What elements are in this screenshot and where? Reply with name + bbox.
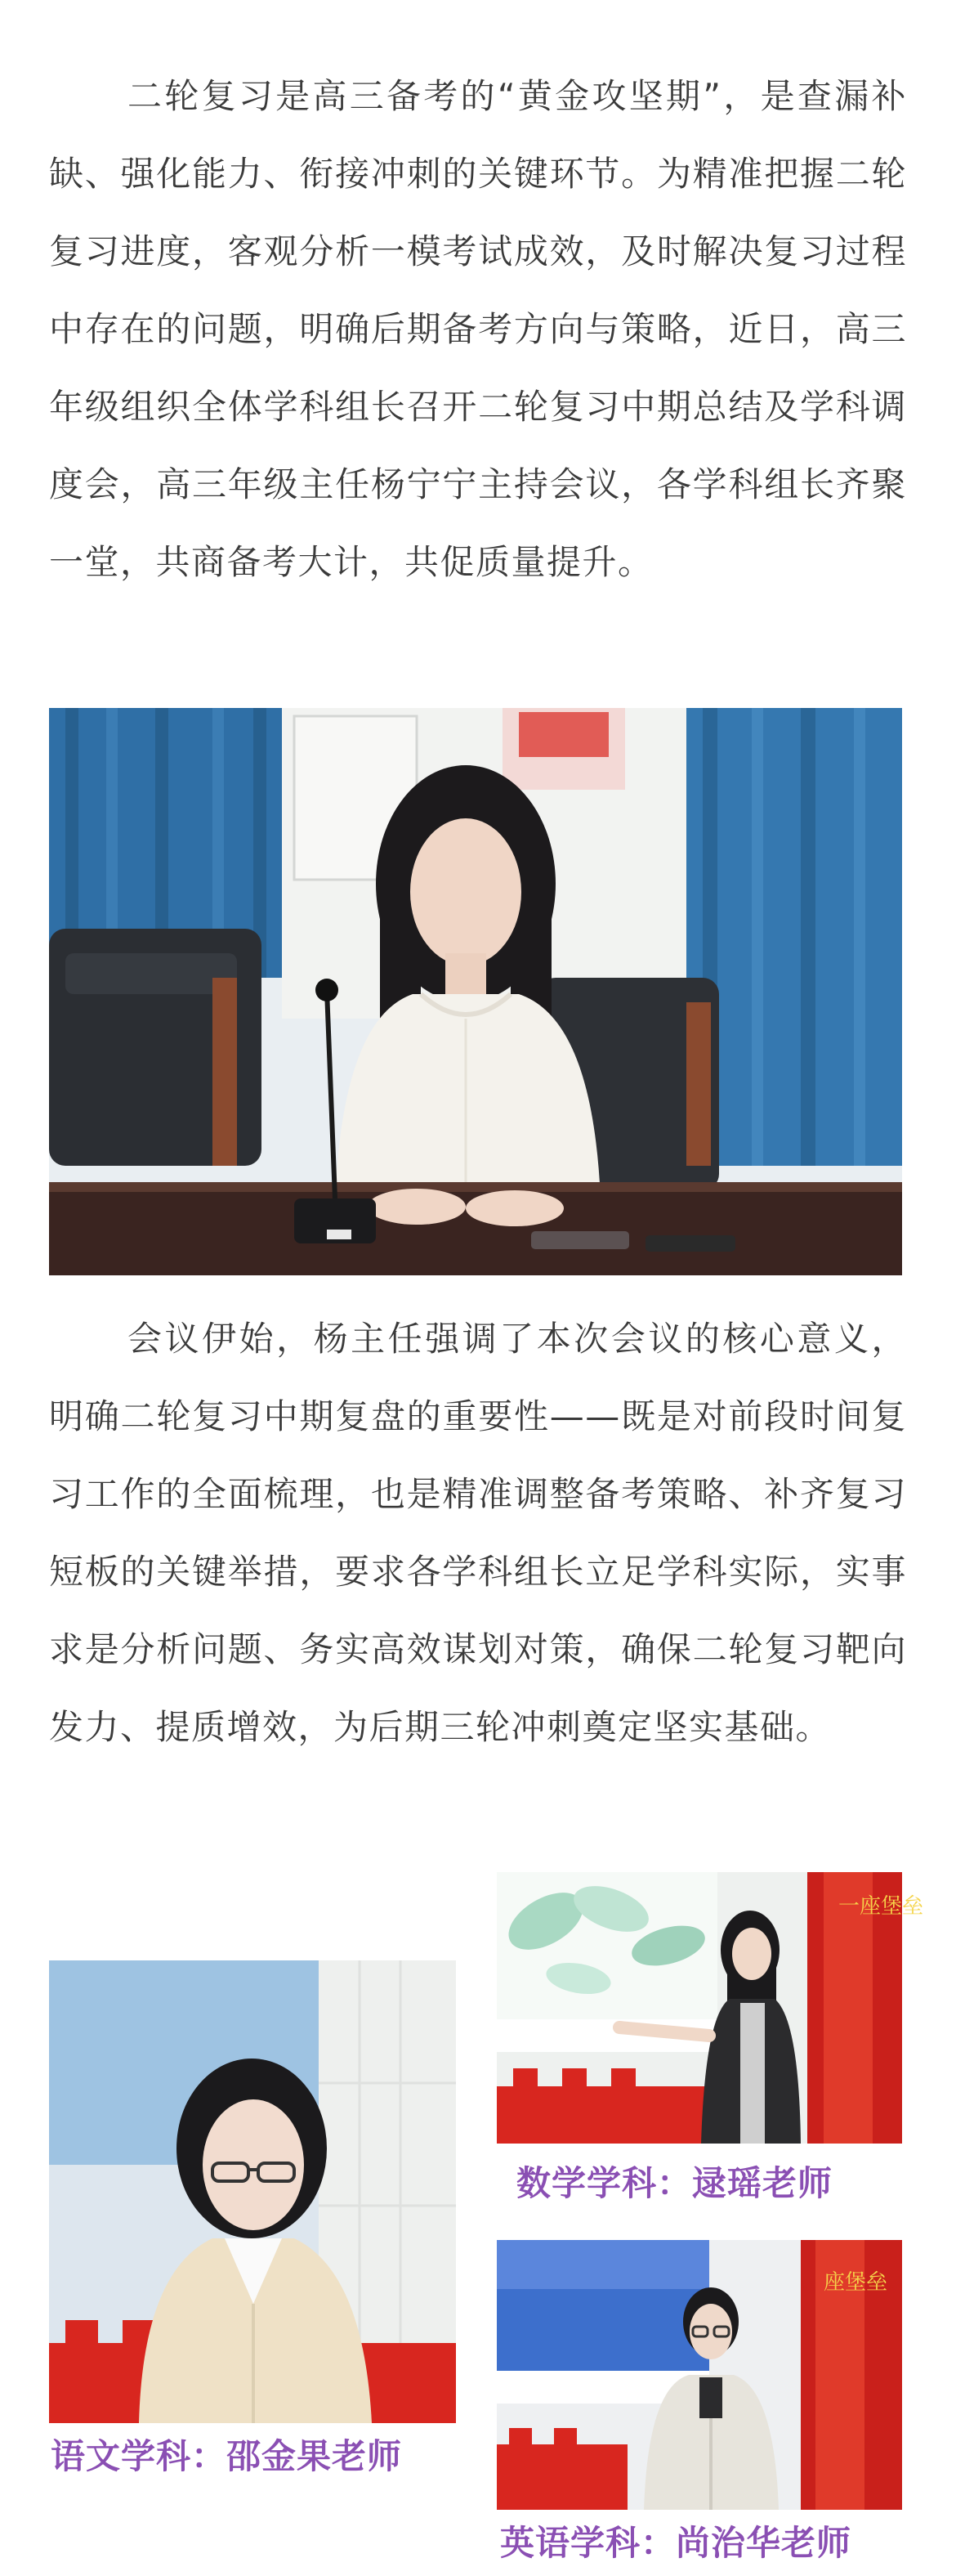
chinese-teacher-photo	[49, 1960, 456, 2423]
banner-text: 一座堡垒	[838, 1894, 924, 1919]
article-paragraph: 二轮复习是高三备考的“黄金攻坚期”，是查漏补缺、强化能力、衔接冲刺的关键环节。为精准把握二轮复习进度，客观分析一模考试成效，及时解决复习过程中存在的问题，明确后期备考方向与策略，近日，高三年级组织全体学科组长召开二轮复习中期总结及学科调度会，高三年级主任杨宁宁主持会议，各学科组长齐聚一堂，共商备考大计，共促质量提升。	[49, 76, 907, 582]
banner-text: 座堡垒	[824, 2270, 888, 2295]
math-teacher-photo	[497, 1872, 924, 2144]
math-teacher-caption: 数学学科：逯瑶老师	[516, 2163, 833, 2203]
meeting-photo	[49, 708, 902, 1275]
english-teacher-photo	[497, 2240, 902, 2510]
english-teacher-caption: 英语学科：尚治华老师	[500, 2523, 852, 2563]
article-paragraph: 会议伊始，杨主任强调了本次会议的核心意义，明确二轮复习中期复盘的重要性——既是对前段时间复习工作的全面梳理，也是精准调整备考策略、补齐复习短板的关键举措，要求各学科组长立足学科实际，实事求是分析问题、务实高效谋划对策，确保二轮复习靶向发力、提质增效，为后期三轮冲刺奠定坚实基础。	[49, 1319, 907, 1747]
chinese-teacher-caption: 语文学科：邵金果老师	[51, 2436, 403, 2476]
